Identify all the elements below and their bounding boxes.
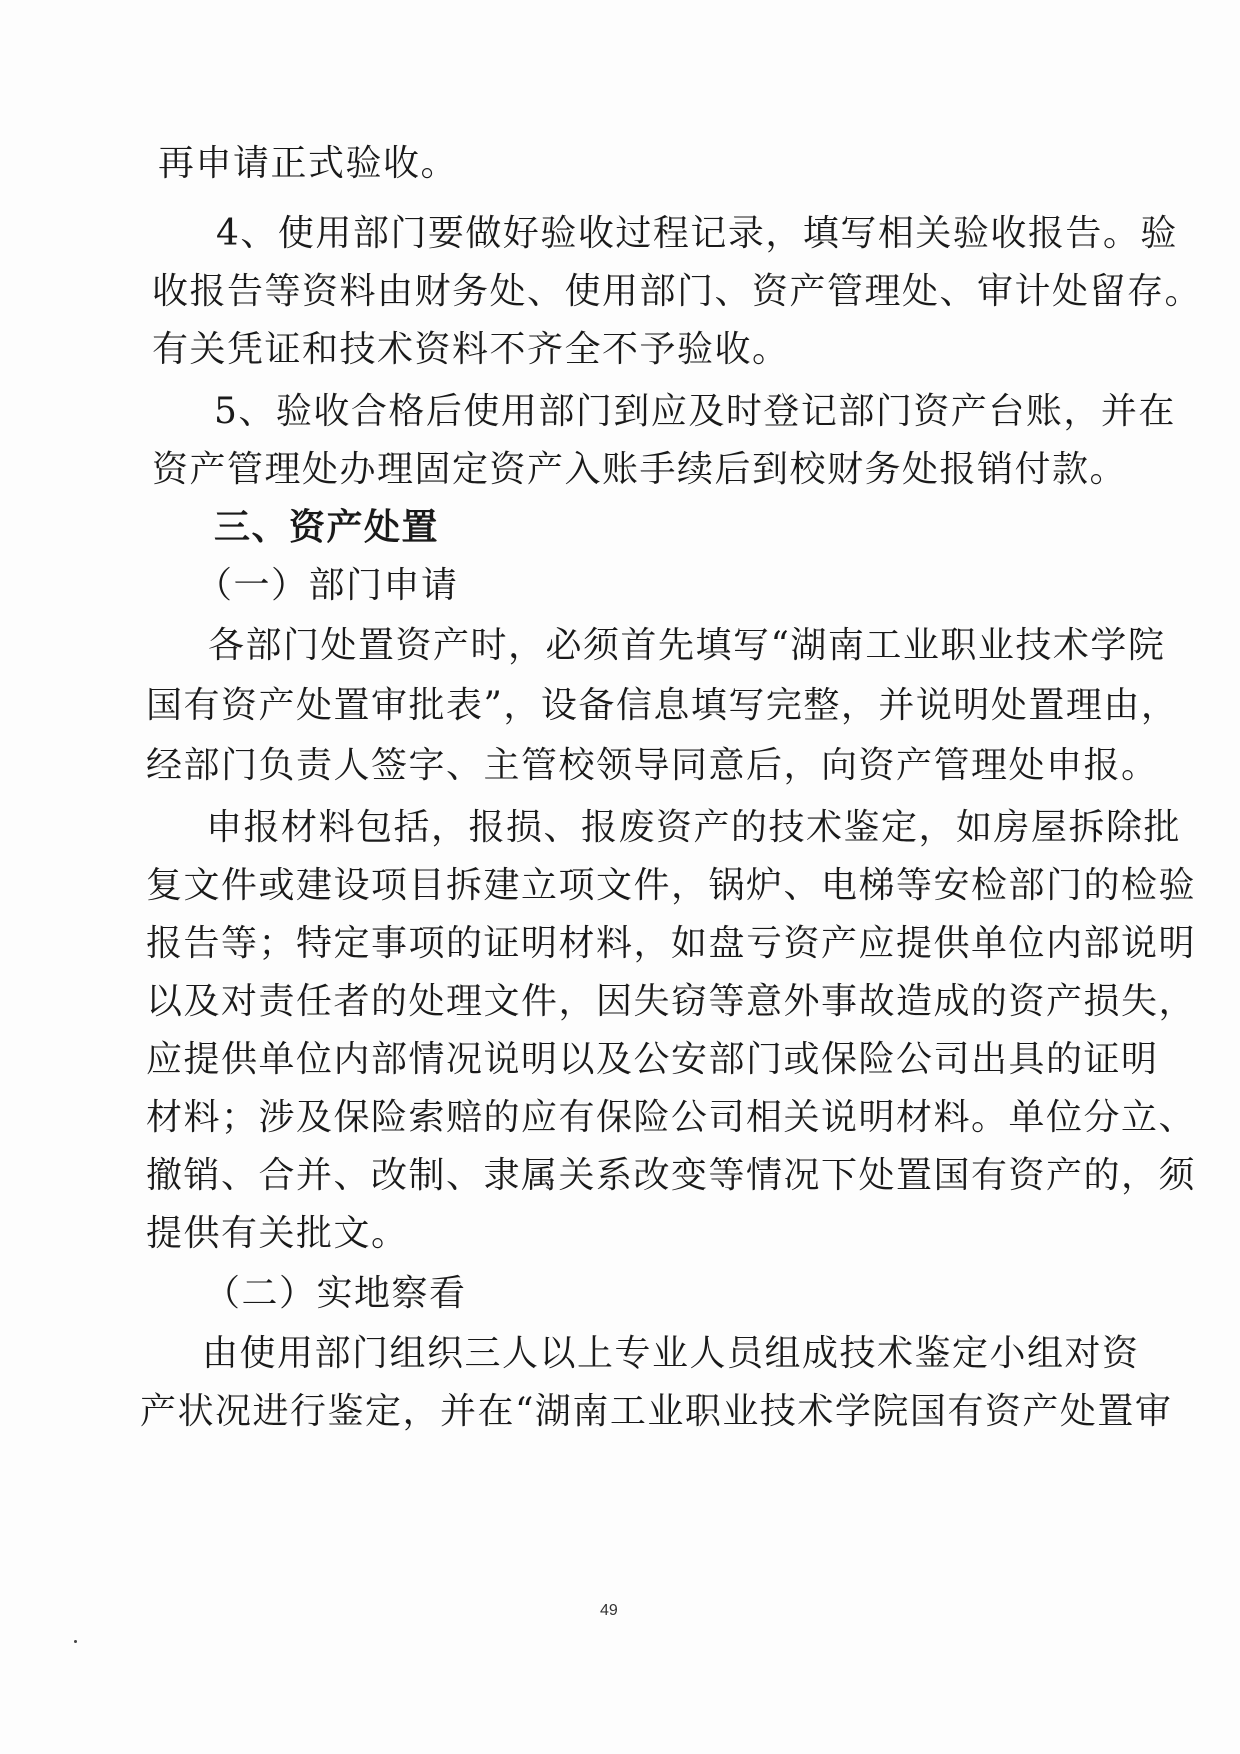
- body-line-11: 经部门负责人签字、主管校领导同意后，向资产管理处申报。: [146, 745, 1159, 786]
- page-number: 49: [600, 1602, 618, 1619]
- body-line-18: 撤销、合并、改制、隶属关系改变等情况下处置国有资产的，须: [146, 1155, 1197, 1196]
- body-line-22: 产状况进行鉴定，并在“湖南工业职业技术学院国有资产处置审: [140, 1391, 1173, 1432]
- body-line-17: 材料；涉及保险索赔的应有保险公司相关说明材料。单位分立、: [146, 1097, 1197, 1138]
- body-line-21: 由使用部门组织三人以上专业人员组成技术鉴定小组对资: [202, 1333, 1140, 1374]
- body-line-6: 资产管理处办理固定资产入账手续后到校财务处报销付款。: [152, 449, 1128, 490]
- body-line-2: 4、使用部门要做好验收过程记录，填写相关验收报告。验: [216, 213, 1178, 254]
- body-line-13: 复文件或建设项目拆建立项文件，锅炉、电梯等安检部门的检验: [146, 865, 1197, 906]
- body-line-4: 有关凭证和技术资料不齐全不予验收。: [152, 329, 790, 370]
- body-line-3: 收报告等资料由财务处、使用部门、资产管理处、审计处留存。: [152, 271, 1203, 312]
- body-line-15: 以及对责任者的处理文件，因失窃等意外事故造成的资产损失，: [146, 981, 1197, 1022]
- body-line-19: 提供有关批文。: [146, 1213, 409, 1254]
- body-line-16: 应提供单位内部情况说明以及公安部门或保险公司出具的证明: [146, 1039, 1159, 1080]
- subsection-heading-department-application: （一）部门申请: [196, 565, 459, 606]
- body-line-14: 报告等；特定事项的证明材料，如盘亏资产应提供单位内部说明: [146, 923, 1197, 964]
- body-line-5: 5、验收合格后使用部门到应及时登记部门资产台账，并在: [214, 391, 1176, 432]
- body-line-9: 各部门处置资产时，必须首先填写“湖南工业职业技术学院: [208, 625, 1166, 666]
- scan-speck: [74, 1640, 77, 1643]
- body-line-12: 申报材料包括，报损、报废资产的技术鉴定，如房屋拆除批: [206, 807, 1182, 848]
- body-line-1: 再申请正式验收。: [158, 143, 459, 184]
- section-heading-asset-disposal: 三、资产处置: [214, 507, 440, 548]
- body-line-10: 国有资产处置审批表”，设备信息填写完整，并说明处置理由，: [146, 685, 1179, 726]
- subsection-heading-site-inspection: （二）实地察看: [204, 1273, 467, 1314]
